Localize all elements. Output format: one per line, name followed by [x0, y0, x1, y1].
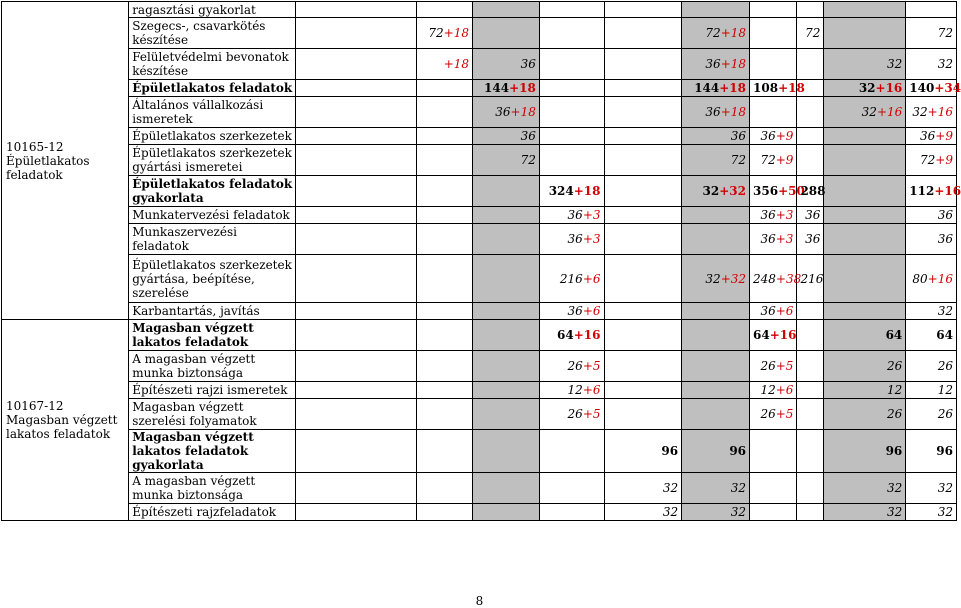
- hours-cell: [296, 2, 417, 18]
- hours-cell: [604, 176, 682, 207]
- hours-cell: [296, 255, 417, 303]
- hours-cell: 96: [906, 430, 957, 473]
- hours-cell: [824, 255, 906, 303]
- hours-cell: 32: [682, 473, 750, 504]
- hours-cell: [682, 224, 750, 255]
- hours-cell: 26+5: [750, 399, 797, 430]
- subject-label: Építészeti rajzi ismeretek: [129, 382, 296, 399]
- hours-cell: [473, 207, 540, 224]
- hours-cell: 36: [797, 207, 824, 224]
- hours-cell: [296, 145, 417, 176]
- hours-cell: [473, 255, 540, 303]
- hours-cell: [824, 18, 906, 49]
- hours-cell: [797, 49, 824, 80]
- hours-cell: 12: [906, 382, 957, 399]
- hours-cell: [797, 128, 824, 145]
- hours-cell: [416, 320, 472, 351]
- hours-cell: [604, 207, 682, 224]
- hours-cell: [797, 399, 824, 430]
- hours-cell: [296, 224, 417, 255]
- hours-cell: 36+3: [539, 207, 604, 224]
- subject-label: Karbantartás, javítás: [129, 303, 296, 320]
- subject-label: Munkaszervezési feladatok: [129, 224, 296, 255]
- hours-cell: 36: [906, 224, 957, 255]
- hours-cell: 32: [604, 504, 682, 521]
- hours-cell: [824, 128, 906, 145]
- hours-cell: [416, 399, 472, 430]
- hours-cell: [682, 351, 750, 382]
- hours-cell: 64: [824, 320, 906, 351]
- hours-cell: [473, 473, 540, 504]
- hours-cell: 96: [824, 430, 906, 473]
- hours-cell: 72: [906, 18, 957, 49]
- hours-cell: [604, 382, 682, 399]
- hours-cell: 36+3: [750, 207, 797, 224]
- hours-cell: [416, 255, 472, 303]
- hours-cell: [296, 473, 417, 504]
- hours-cell: 32: [906, 504, 957, 521]
- table-row: [2, 399, 957, 430]
- hours-cell: [296, 399, 417, 430]
- hours-cell: [473, 382, 540, 399]
- hours-cell: 72+18: [416, 18, 472, 49]
- hours-cell: 216+6: [539, 255, 604, 303]
- hours-cell: [824, 145, 906, 176]
- hours-cell: [797, 351, 824, 382]
- hours-cell: [797, 504, 824, 521]
- hours-cell: [296, 49, 417, 80]
- hours-cell: 32: [824, 504, 906, 521]
- hours-cell: 64+16: [539, 320, 604, 351]
- hours-cell: [473, 399, 540, 430]
- hours-cell: 26: [824, 399, 906, 430]
- hours-cell: [750, 97, 797, 128]
- hours-cell: [682, 382, 750, 399]
- hours-cell: [539, 80, 604, 97]
- hours-cell: 32+32: [682, 176, 750, 207]
- table-row: [2, 351, 957, 382]
- hours-cell: [296, 504, 417, 521]
- hours-cell: 32: [604, 473, 682, 504]
- table-row: [2, 2, 957, 18]
- hours-cell: 64: [906, 320, 957, 351]
- hours-cell: 72: [473, 145, 540, 176]
- hours-cell: 32: [824, 473, 906, 504]
- hours-cell: [539, 145, 604, 176]
- hours-cell: [824, 2, 906, 18]
- hours-cell: 324+18: [539, 176, 604, 207]
- module-name: 10167-12 Magasban végzett lakatos feladatok: [2, 320, 129, 521]
- hours-cell: [296, 176, 417, 207]
- hours-cell: 32+32: [682, 255, 750, 303]
- hours-cell: [604, 97, 682, 128]
- hours-cell: [296, 207, 417, 224]
- hours-cell: 26+5: [539, 399, 604, 430]
- curriculum-table: [1, 1, 961, 521]
- hours-cell: 32+16: [824, 80, 906, 97]
- hours-cell: +18: [416, 49, 472, 80]
- hours-cell: 26: [824, 351, 906, 382]
- table-row: [2, 320, 957, 351]
- hours-cell: 26: [906, 351, 957, 382]
- hours-cell: [296, 18, 417, 49]
- hours-cell: [539, 2, 604, 18]
- subject-label: Magasban végzett lakatos feladatok gyakorlata: [129, 430, 296, 473]
- hours-cell: 32: [906, 303, 957, 320]
- subject-label: Munkatervezési feladatok: [129, 207, 296, 224]
- hours-cell: 32+16: [906, 97, 957, 128]
- table-row: [2, 49, 957, 80]
- table-row: [2, 224, 957, 255]
- hours-cell: 216: [797, 255, 824, 303]
- subject-label: Épületlakatos feladatok gyakorlata: [129, 176, 296, 207]
- hours-cell: [604, 80, 682, 97]
- hours-cell: 108+18: [750, 80, 797, 97]
- hours-cell: [824, 224, 906, 255]
- hours-cell: 36+18: [682, 97, 750, 128]
- hours-cell: [604, 351, 682, 382]
- hours-cell: 26+5: [750, 351, 797, 382]
- subject-label: Magasban végzett szerelési folyamatok: [129, 399, 296, 430]
- hours-cell: [906, 2, 957, 18]
- hours-cell: [682, 320, 750, 351]
- hours-cell: [473, 430, 540, 473]
- hours-cell: [604, 2, 682, 18]
- hours-cell: [604, 255, 682, 303]
- hours-cell: 72+9: [750, 145, 797, 176]
- hours-cell: [296, 382, 417, 399]
- subject-label: Általános vállalkozási ismeretek: [129, 97, 296, 128]
- hours-cell: 36+18: [682, 49, 750, 80]
- table-row: [2, 128, 957, 145]
- hours-cell: 12+6: [750, 382, 797, 399]
- hours-cell: [824, 303, 906, 320]
- hours-cell: 26+5: [539, 351, 604, 382]
- hours-cell: [750, 473, 797, 504]
- hours-cell: [473, 504, 540, 521]
- hours-cell: [750, 18, 797, 49]
- hours-cell: [682, 399, 750, 430]
- hours-cell: [296, 303, 417, 320]
- subject-label: Épületlakatos szerkezetek gyártási ismeretei: [129, 145, 296, 176]
- hours-cell: [539, 49, 604, 80]
- hours-cell: 36: [682, 128, 750, 145]
- hours-cell: [473, 176, 540, 207]
- hours-cell: [296, 351, 417, 382]
- subject-label: Épületlakatos szerkezetek gyártása, beépítése, szerelése: [129, 255, 296, 303]
- hours-cell: 32: [906, 473, 957, 504]
- hours-cell: [604, 399, 682, 430]
- hours-cell: [416, 351, 472, 382]
- subject-label: Felületvédelmi bevonatok készítése: [129, 49, 296, 80]
- hours-cell: 72: [682, 145, 750, 176]
- hours-cell: [473, 320, 540, 351]
- hours-cell: [604, 320, 682, 351]
- hours-cell: 36: [906, 207, 957, 224]
- hours-cell: 36: [473, 128, 540, 145]
- hours-cell: 36+6: [539, 303, 604, 320]
- table-row: [2, 176, 957, 207]
- hours-cell: [296, 97, 417, 128]
- hours-cell: [539, 430, 604, 473]
- hours-cell: [604, 128, 682, 145]
- table-row: [2, 473, 957, 504]
- hours-cell: [473, 303, 540, 320]
- hours-cell: 36+3: [539, 224, 604, 255]
- hours-cell: [797, 320, 824, 351]
- hours-cell: [416, 2, 472, 18]
- hours-cell: 26: [906, 399, 957, 430]
- table-row: [2, 80, 957, 97]
- hours-cell: 72+18: [682, 18, 750, 49]
- page-number: 8: [475, 594, 484, 608]
- table-row: [2, 97, 957, 128]
- hours-cell: 144+18: [473, 80, 540, 97]
- hours-cell: 36+3: [750, 224, 797, 255]
- hours-cell: [416, 207, 472, 224]
- hours-cell: [797, 430, 824, 473]
- hours-cell: 72+9: [906, 145, 957, 176]
- hours-cell: [416, 97, 472, 128]
- hours-cell: [296, 80, 417, 97]
- hours-cell: 32: [824, 49, 906, 80]
- hours-cell: [682, 2, 750, 18]
- hours-cell: 356+50: [750, 176, 797, 207]
- hours-cell: 36+9: [750, 128, 797, 145]
- subject-label: Építészeti rajzfeladatok: [129, 504, 296, 521]
- hours-cell: [797, 145, 824, 176]
- subject-label: Épületlakatos feladatok: [129, 80, 296, 97]
- hours-cell: [416, 382, 472, 399]
- hours-cell: [797, 473, 824, 504]
- hours-cell: [416, 176, 472, 207]
- hours-cell: [604, 18, 682, 49]
- hours-cell: [797, 97, 824, 128]
- hours-cell: [296, 430, 417, 473]
- hours-cell: 248+38: [750, 255, 797, 303]
- hours-cell: 36: [473, 49, 540, 80]
- hours-cell: [539, 504, 604, 521]
- hours-cell: 36+9: [906, 128, 957, 145]
- table-row: [2, 504, 957, 521]
- hours-cell: 72: [797, 18, 824, 49]
- hours-cell: [750, 430, 797, 473]
- module-name: 10165-12 Épületlakatos feladatok: [2, 2, 129, 320]
- hours-cell: [296, 128, 417, 145]
- hours-cell: [539, 473, 604, 504]
- subject-label: A magasban végzett munka biztonsága: [129, 351, 296, 382]
- table-row: [2, 303, 957, 320]
- hours-cell: [604, 303, 682, 320]
- hours-cell: [824, 176, 906, 207]
- table-row: [2, 145, 957, 176]
- hours-cell: 288: [797, 176, 824, 207]
- table-row: [2, 255, 957, 303]
- hours-cell: 140+34: [906, 80, 957, 97]
- hours-cell: 80+16: [906, 255, 957, 303]
- hours-cell: [824, 207, 906, 224]
- subject-label: Szegecs-, csavarkötés készítése: [129, 18, 296, 49]
- hours-cell: [604, 224, 682, 255]
- hours-cell: [416, 80, 472, 97]
- hours-cell: [416, 303, 472, 320]
- hours-cell: 32+16: [824, 97, 906, 128]
- hours-cell: [604, 49, 682, 80]
- hours-cell: [473, 18, 540, 49]
- hours-cell: 32: [682, 504, 750, 521]
- hours-cell: [797, 382, 824, 399]
- hours-cell: [797, 303, 824, 320]
- hours-cell: [473, 224, 540, 255]
- subject-label: ragasztási gyakorlat: [129, 2, 296, 18]
- hours-cell: 32: [906, 49, 957, 80]
- hours-cell: 96: [682, 430, 750, 473]
- hours-cell: [473, 351, 540, 382]
- hours-cell: 112+16: [906, 176, 957, 207]
- hours-cell: [750, 504, 797, 521]
- hours-cell: [750, 49, 797, 80]
- hours-cell: [539, 128, 604, 145]
- hours-cell: 36+6: [750, 303, 797, 320]
- subject-label: Épületlakatos szerkezetek: [129, 128, 296, 145]
- hours-cell: 64+16: [750, 320, 797, 351]
- hours-cell: [296, 320, 417, 351]
- hours-cell: [750, 2, 797, 18]
- table-row: [2, 207, 957, 224]
- hours-cell: 36+18: [473, 97, 540, 128]
- hours-cell: 36: [797, 224, 824, 255]
- hours-cell: [604, 145, 682, 176]
- hours-cell: [416, 473, 472, 504]
- hours-cell: 12+6: [539, 382, 604, 399]
- hours-cell: [416, 504, 472, 521]
- hours-cell: 96: [604, 430, 682, 473]
- hours-cell: 12: [824, 382, 906, 399]
- table-row: [2, 382, 957, 399]
- hours-cell: [682, 207, 750, 224]
- hours-cell: [416, 430, 472, 473]
- hours-cell: [797, 2, 824, 18]
- subject-label: A magasban végzett munka biztonsága: [129, 473, 296, 504]
- subject-label: Magasban végzett lakatos feladatok: [129, 320, 296, 351]
- hours-cell: [539, 97, 604, 128]
- hours-cell: [416, 128, 472, 145]
- hours-cell: [539, 18, 604, 49]
- table-row: [2, 430, 957, 473]
- hours-cell: 144+18: [682, 80, 750, 97]
- hours-cell: [682, 303, 750, 320]
- hours-cell: [416, 145, 472, 176]
- hours-cell: [416, 224, 472, 255]
- table-row: [2, 18, 957, 49]
- hours-cell: [473, 2, 540, 18]
